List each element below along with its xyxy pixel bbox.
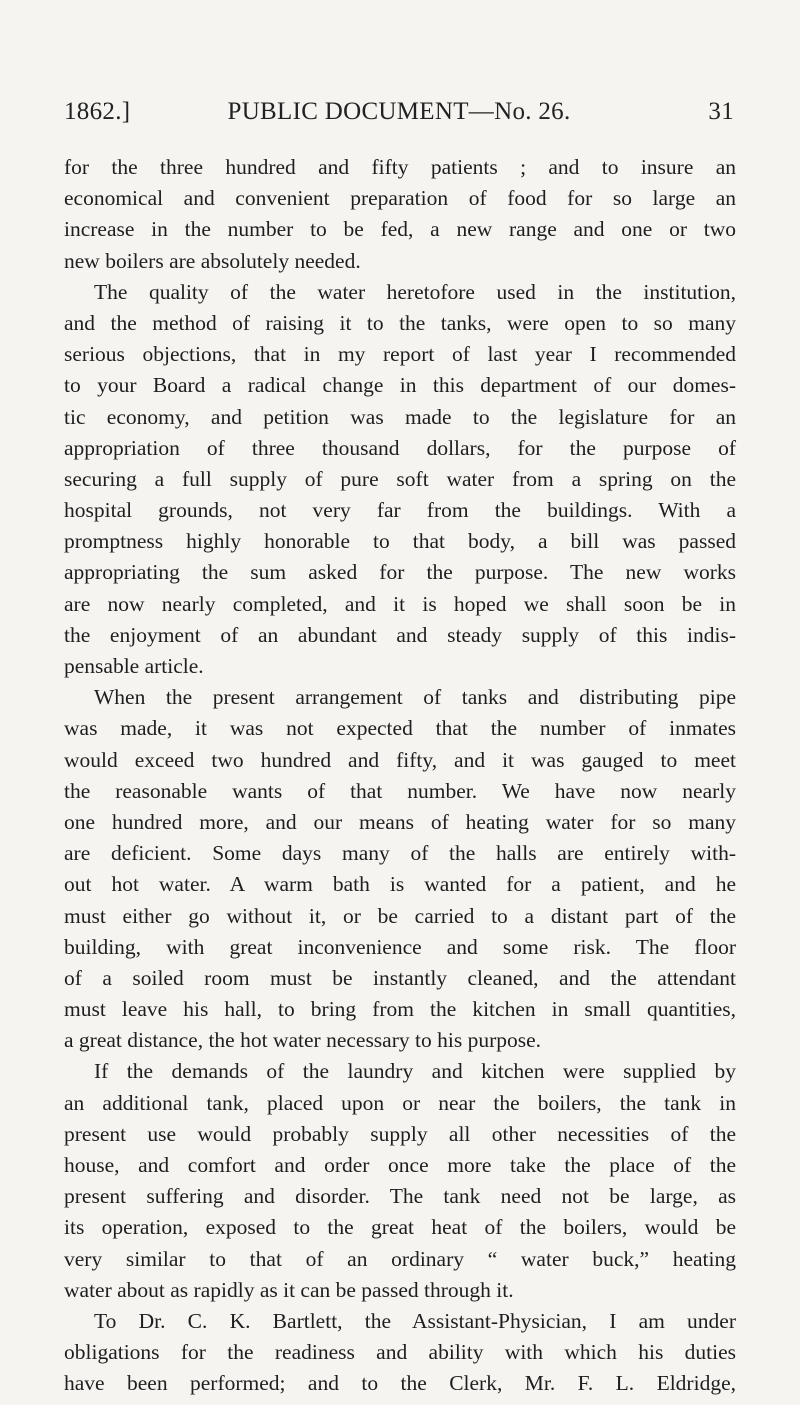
text-line: have been performed; and to the Clerk, Mr. F. L. Eldridge, <box>64 1371 736 1396</box>
text-line: When the present arrangement of tanks and distributing pipe <box>94 685 736 710</box>
text-line: present suffering and disorder. The tank need not be large, as <box>64 1184 736 1209</box>
text-line: out hot water. A warm bath is wanted for a patient, and he <box>64 872 736 897</box>
text-line: increase in the number to be fed, a new range and one or two <box>64 217 736 242</box>
text-line: securing a full supply of pure soft water from a spring on the <box>64 466 736 491</box>
body-text <box>64 152 736 1400</box>
text-line: To Dr. C. K. Bartlett, the Assistant-Physician, I am under <box>94 1308 736 1333</box>
text-line: one hundred more, and our means of heating water for so many <box>64 809 736 834</box>
text-line: economical and convenient preparation of food for so large an <box>64 186 736 211</box>
header-title: PUBLIC DOCUMENT—No. 26. <box>227 98 571 125</box>
text-line: its operation, exposed to the great heat of the boilers, would be <box>64 1215 736 1240</box>
text-line: If the demands of the laundry and kitchen were supplied by <box>94 1059 736 1084</box>
text-line: tic economy, and petition was made to the legislature for an <box>64 404 736 429</box>
text-line: present use would probably supply all other necessities of the <box>64 1121 736 1146</box>
text-line: are now nearly completed, and it is hoped we shall soon be in <box>64 591 736 616</box>
text-line: the reasonable wants of that number. We have now nearly <box>64 778 736 803</box>
text-line: The quality of the water heretofore used in the institution, <box>94 279 736 304</box>
text-line: for the three hundred and fifty patients ; and to insure an <box>64 155 736 179</box>
text-line: hospital grounds, not very far from the buildings. With a <box>64 498 736 523</box>
page-number: 31 <box>708 98 734 125</box>
text-line: and the method of raising it to the tanks, were open to so many <box>64 310 736 335</box>
running-head <box>64 92 734 132</box>
text-line: an additional tank, placed upon or near the boilers, the tank in <box>64 1090 736 1115</box>
text-line: building, with great inconvenience and some risk. The floor <box>64 934 736 959</box>
text-line: a great distance, the hot water necessary to his purpose. <box>64 1028 542 1053</box>
text-line: very similar to that of an ordinary “ water buck,” heating <box>64 1246 736 1271</box>
text-line: serious objections, that in my report of last year I recommended <box>64 342 736 367</box>
text-line: was made, it was not expected that the number of inmates <box>64 716 736 741</box>
text-line: are deficient. Some days many of the halls are entirely with- <box>64 841 736 866</box>
text-line: must leave his hall, to bring from the kitchen in small quantities, <box>64 997 736 1022</box>
text-line: appropriation of three thousand dollars, for the purpose of <box>64 435 736 460</box>
text-line: the enjoyment of an abundant and steady supply of this indis- <box>64 622 736 647</box>
text-line: would exceed two hundred and fifty, and it was gauged to meet <box>64 747 736 772</box>
text-line: obligations for the readiness and ability with which his duties <box>64 1340 736 1365</box>
text-line: of a soiled room must be instantly cleaned, and the attendant <box>64 965 736 990</box>
text-line: house, and comfort and order once more take the place of the <box>64 1153 736 1177</box>
text-line: promptness highly honorable to that body, a bill was passed <box>64 529 736 554</box>
text-line: must either go without it, or be carried to a distant part of the <box>64 903 736 928</box>
text-line: to your Board a radical change in this department of our domes- <box>64 373 736 398</box>
text-line: pensable article. <box>64 654 204 678</box>
text-line: water about as rapidly as it can be passed through it. <box>64 1277 514 1302</box>
text-line: new boilers are absolutely needed. <box>64 248 361 273</box>
header-year: 1862.] <box>64 98 131 125</box>
text-line: appropriating the sum asked for the purpose. The new works <box>64 560 736 585</box>
